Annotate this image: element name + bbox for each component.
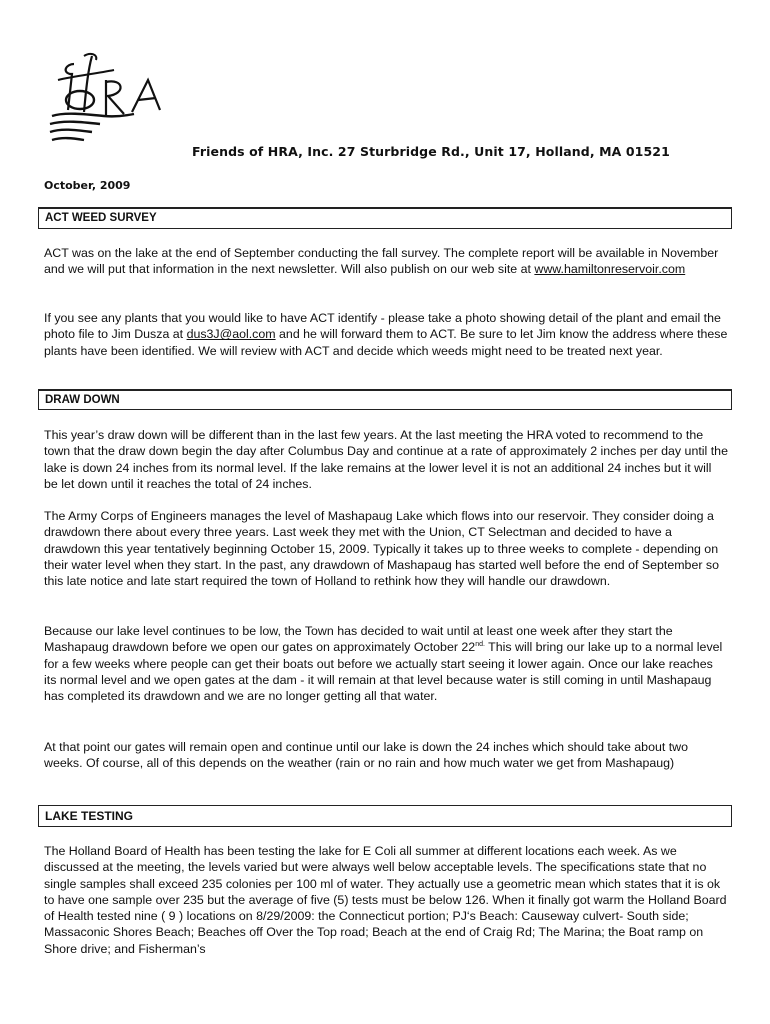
website-link[interactable]: www.hamiltonreservoir.com [534,262,686,277]
drawdown-paragraph-1: This year’s draw down will be different than in the last few years. At the last meeting the HRA voted to recommend to the town that the draw down begin the day after Columbus Day and continue at a rate of approximately 2 inches per day until the lake is down 24 inches from its normal level. If the lake remains at the lower level it is not an additional 24 inches but it will be let down until it reaches the total of 24 inches. [44,428,728,491]
section-title: LAKE TESTING [45,809,134,823]
section-title: ACT WEED SURVEY [45,212,157,224]
drawdown-paragraph-4: At that point our gates will remain open and continue until our lake is down the 24 inches which should take about two weeks. Of course, all of this depends on the weather (rain or no rain and how much water we get from Mashapaug) [44,740,689,771]
section-header-drawdown [38,389,732,410]
drawdown-paragraph-3 [44,623,728,704]
hra-logo [44,50,179,150]
paragraph-text: and he will forward them to ACT. Be sure to let Jim know the address where these plants have been identified. We will review with ACT and decide which weeds might need to be treated next year. [44,327,728,358]
paragraph-text: ACT was on the lake at the end of September conducting the fall survey. The complete report will be available in November and we will put that information in the next newsletter. Will also publish on our web site at [44,246,719,277]
section-title: DRAW DOWN [45,394,120,406]
paragraph-text: Because our lake level continues to be low, the Town has decided to wait until at least one week after they start the Mashapaug drawdown before we open our gates on approximately October 22 [44,624,673,655]
section-header-lake-testing [38,805,732,827]
paragraph-text: This will bring our lake up to a normal level for a few weeks where people can get their boats out before we actually start seeing it lower again. Once our lake reaches its normal level and we open gates at the dam - it will remain at that level because water is still coming in until Mashapaug has completed its drawdown and we are no longer getting all that water. [44,640,723,704]
email-link[interactable]: dus3J@aol.com [186,327,276,342]
newsletter-date: October, 2009 [44,179,131,192]
act-paragraph-1 [44,245,728,278]
paragraph-text: If you see any plants that you would like to have ACT identify - please take a photo showing detail of the plant and email the photo file to Jim Dusza at [44,311,721,342]
act-paragraph-2 [44,310,728,359]
section-header-act [38,207,732,229]
drawdown-paragraph-2: The Army Corps of Engineers manages the level of Mashapaug Lake which flows into our reservoir. They consider doing a drawdown there about every three years. Last week they met with the Union, CT Selectman and decided to have a drawdown this year tentatively beginning October 15, 2009. Typically it takes up to three weeks to complete - depending on their water level when they start. In the past, any drawdown of Mashapaug has started well before the end of September so this late notice and late start required the town of Holland to rethink how they will handle our drawdown. [44,509,719,589]
ordinal-suffix: nd. [475,641,485,649]
lake-testing-paragraph-1: The Holland Board of Health has been testing the lake for E Coli all summer at different locations each week. As we discussed at the meeting, the levels varied but were always well below acceptable levels. The specifications state that no single samples shall exceed 235 colonies per 100 ml of water. They actually use a geometric mean which states that it is ok to have one sample over 235 but the average of five (5) tests must be below 126. When it finally got warm the Holland Board of Health tested nine ( 9 ) locations on 8/29/2009: the Connecticut portion; PJ‘s Beach: Causeway culvert- South side; Massaconic Shores Beach; Beaches off Over the Top road; Beach at the end of Craig Rd; The Marina; the Boat ramp on Shore drive; and Fisherman’s [44,844,727,956]
organization-address: Friends of HRA, Inc. 27 Sturbridge Rd., Unit 17, Holland, MA 01521 [192,144,670,159]
